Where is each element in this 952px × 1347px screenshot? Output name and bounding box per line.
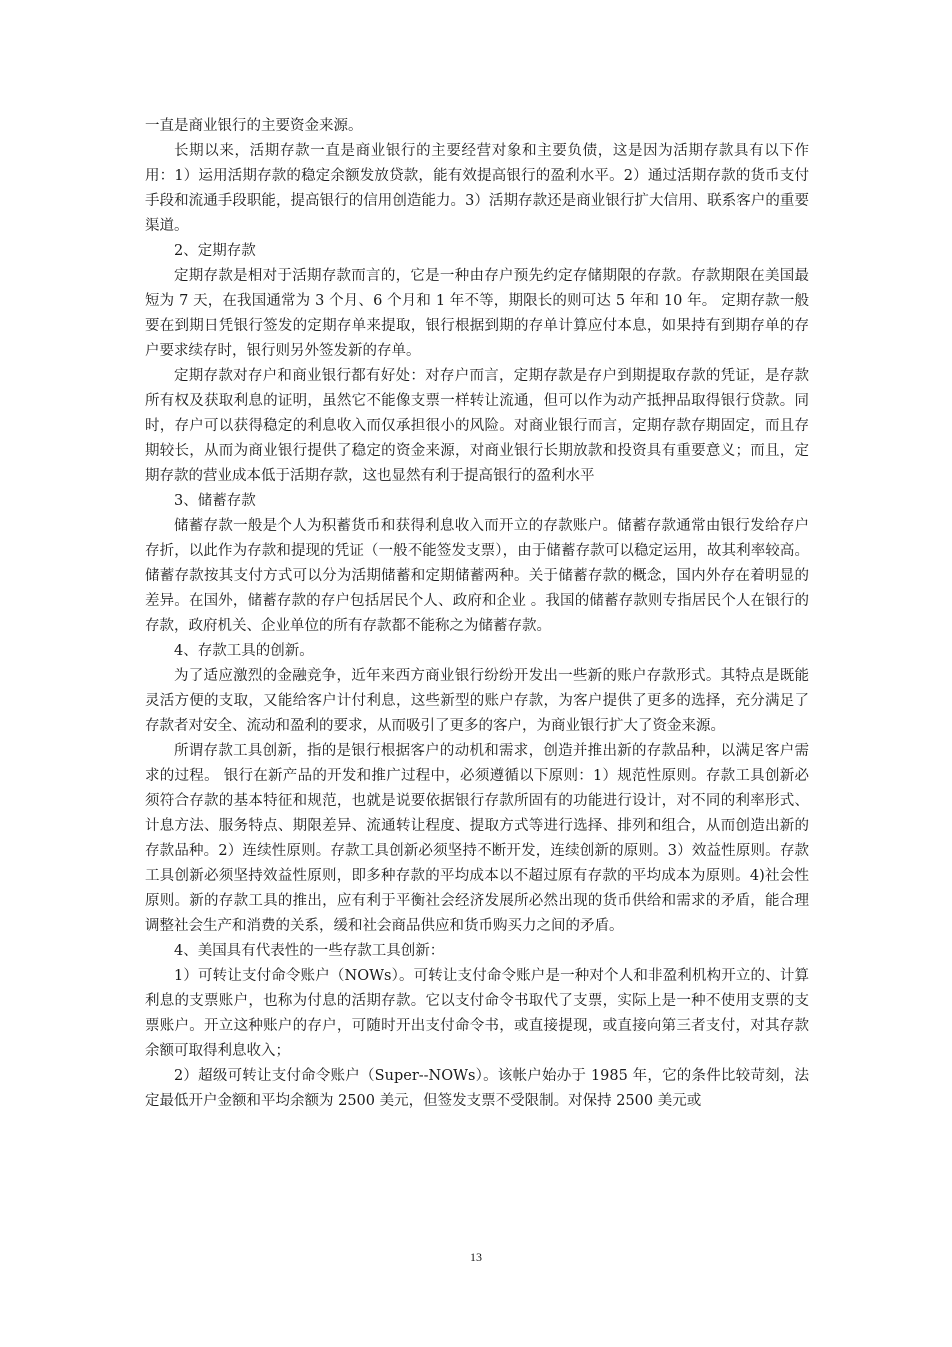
paragraph: 为了适应激烈的金融竞争，近年来西方商业银行纷纷开发出一些新的账户存款形式。其特点是既能灵活方便的支取，又能给客户计付利息，这些新型的账户存款，为客户提供了更多的选择，充分满足了存款者对安全、流动和盈利的要求，从而吸引了更多的客户，为商业银行扩大了资金来源。	[145, 668, 809, 734]
body-text	[145, 114, 809, 1114]
paragraph: 3、储蓄存款	[174, 493, 256, 509]
paragraph: 一直是商业银行的主要资金来源。	[145, 118, 363, 134]
paragraph: 定期存款对存户和商业银行都有好处：对存户而言，定期存款是存户到期提取存款的凭证，是存款所有权及获取利息的证明，虽然它不能像支票一样转让流通，但可以作为动产抵押品取得银行贷款。同时，存户可以获得稳定的利息收入而仅承担很小的风险。对商业银行而言，定期存款存期固定，而且存期较长，从而为商业银行提供了稳定的资金来源，对商业银行长期放款和投资具有重要意义；而且，定期存款的营业成本低于活期存款，这也显然有利于提高银行的盈利水平	[145, 368, 809, 484]
paragraph: 1）可转让支付命令账户（NOWs）。可转让支付命令账户是一种对个人和非盈利机构开立的、计算利息的支票账户，也称为付息的活期存款。它以支付命令书取代了支票，实际上是一种不使用支票的支票账户。开立这种账户的存户，可随时开出支付命令书，或直接提现，或直接向第三者支付，对其存款余额可取得利息收入；	[145, 968, 809, 1059]
paragraph: 长期以来，活期存款一直是商业银行的主要经营对象和主要负债，这是因为活期存款具有以下作用：1）运用活期存款的稳定余额发放贷款，能有效提高银行的盈利水平。2）通过活期存款的货币支付手段和流通手段职能，提高银行的信用创造能力。3）活期存款还是商业银行扩大信用、联系客户的重要渠道。	[145, 143, 809, 234]
paragraph: 所谓存款工具创新，指的是银行根据客户的动机和需求，创造并推出新的存款品种，以满足客户需求的过程。 银行在新产品的开发和推广过程中，必须遵循以下原则：1）规范性原则。存款工具创新必须符合存款的基本特征和规范，也就是说要依据银行存款所固有的功能进行设计，对不同的利率形式、计息方法、服务特点、期限差异、流通转让程度、提取方式等进行选择、排列和组合，从而创造出新的存款品种。2）连续性原则。存款工具创新必须坚持不断开发，连续创新的原则。3）效益性原则。存款工具创新必须坚持效益性原则，即多种存款的平均成本以不超过原有存款的平均成本为原则。4)社会性原则。新的存款工具的推出，应有利于平衡社会经济发展所必然出现的货币供给和需求的矛盾，能合理调整社会生产和消费的关系，缓和社会商品供应和货币购买力之间的矛盾。	[145, 743, 809, 934]
page-number: 13	[470, 1250, 482, 1264]
paragraph: 定期存款是相对于活期存款而言的，它是一种由存户预先约定存储期限的存款。存款期限在美国最短为 7 天，在我国通常为 3 个月、6 个月和 1 年不等，期限长的则可达 5 年和 10 年。 定期存款一般要在到期日凭银行签发的定期存单来提取，银行根据到期的存单计算应付本息，如果持有到期存单的存户要求续存时，银行则另外签发新的存单。	[145, 268, 809, 359]
paragraph: 2）超级可转让支付命令账户（Super--NOWs）。该帐户始办于 1985 年，它的条件比较苛刻，法定最低开户金额和平均余额为 2500 美元，但签发支票不受限制。对保持 2500 美元或	[145, 1068, 809, 1109]
paragraph: 4、美国具有代表性的一些存款工具创新：	[174, 943, 445, 959]
paragraph: 4、存款工具的创新。	[174, 643, 314, 659]
paragraph: 储蓄存款一般是个人为积蓄货币和获得利息收入而开立的存款账户。储蓄存款通常由银行发给存户存折，以此作为存款和提现的凭证（一般不能签发支票），由于储蓄存款可以稳定运用，故其利率较高。储蓄存款按其支付方式可以分为活期储蓄和定期储蓄两种。关于储蓄存款的概念，国内外存在着明显的差异。在国外，储蓄存款的存户包括居民个人、政府和企业 。我国的储蓄存款则专指居民个人在银行的存款，政府机关、企业单位的所有存款都不能称之为储蓄存款。	[145, 518, 809, 634]
paragraph: 2、定期存款	[174, 243, 256, 259]
